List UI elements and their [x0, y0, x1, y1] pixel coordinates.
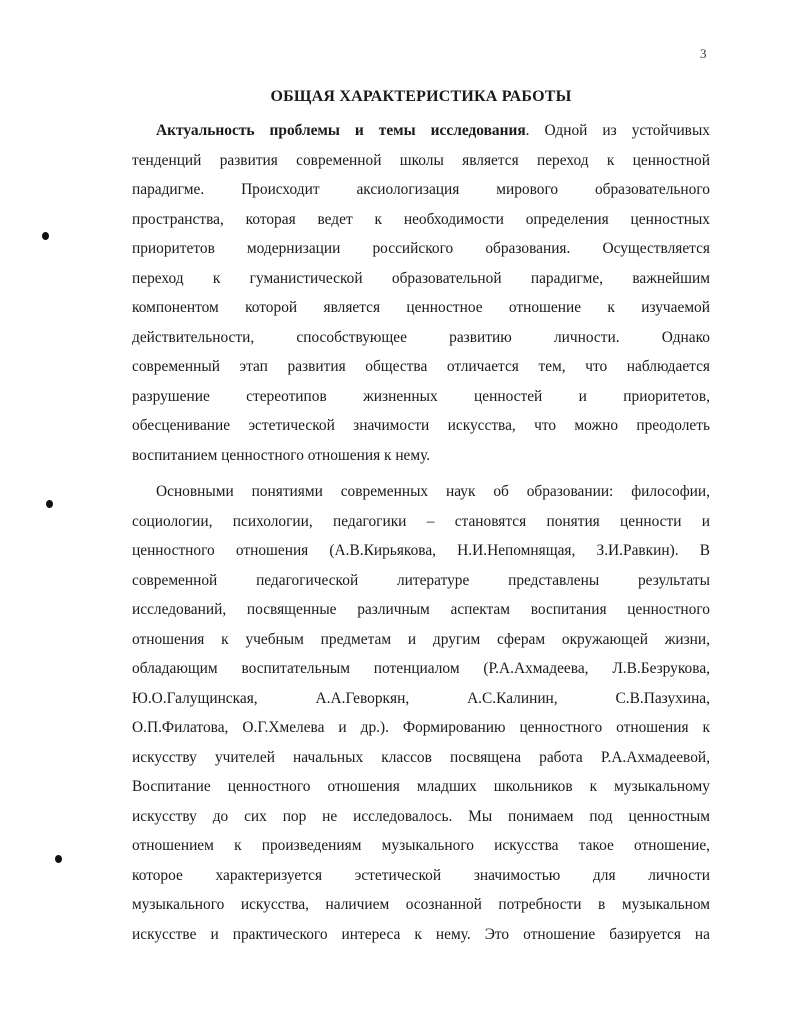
paragraph-line-rest: . Одной из устойчивых [525, 122, 710, 139]
paragraph-line: тенденций развития современной школы является переход к ценностной [132, 151, 710, 169]
page-title: ОБЩАЯ ХАРАКТЕРИСТИКА РАБОТЫ [270, 88, 572, 105]
paragraph-line: О.П.Филатова, О.Г.Хмелева и др.). Формированию ценностного отношения к [132, 719, 710, 736]
paragraph-line: воспитанием ценностного отношения к нему. [132, 446, 431, 464]
paragraph-line: Воспитание ценностного отношения младших школьников к музыкальному [132, 778, 710, 795]
paragraph-line: парадигме. Происходит аксиологизация мирового образовательного [132, 181, 710, 198]
paragraph-line: действительности, способствующее развитию личности. Однако [132, 328, 710, 346]
paragraph-line: обладающим воспитательным потенциалом (Р.А.Ахмадеева, Л.В.Безрукова, [132, 660, 710, 677]
paragraph-lead: Актуальность проблемы и темы исследования [156, 122, 526, 139]
paragraph-line: обесценивание эстетической значимости искусства, что можно преодолеть [132, 417, 710, 434]
paragraph-line: искусству учителей начальных классов посвящена работа Р.А.Ахмадеевой, [132, 748, 710, 766]
paragraph-line: компонентом которой является ценностное отношение к изучаемой [132, 299, 710, 316]
paragraph-line: Ю.О.Галущинская, А.А.Геворкян, А.С.Калинин, С.В.Пазухина, [132, 689, 710, 707]
paragraph-line: искусстве и практического интереса к нему. Это отношение базируется на [132, 925, 710, 943]
paragraph-line: которое характеризуется эстетической значимостью для личности [132, 866, 710, 884]
paragraph-line: отношением к произведениям музыкального искусства такое отношение, [132, 837, 710, 854]
scan-speck [55, 855, 62, 863]
paragraph-line: переход к гуманистической образовательной парадигме, важнейшим [132, 269, 710, 287]
paragraph-line [132, 116, 710, 146]
scan-speck [46, 500, 53, 508]
paragraph-line: пространства, которая ведет к необходимости определения ценностных [132, 210, 710, 228]
paragraph-line: приоритетов модернизации российского образования. Осуществляется [132, 240, 710, 257]
page-number: 3 [700, 46, 707, 61]
paragraph-line: Основными понятиями современных наук об образовании: философии, [156, 483, 710, 500]
paragraph-line: отношения к учебным предметам и другим сферам окружающей жизни, [132, 630, 710, 648]
paragraph-line: современный этап развития общества отличается тем, что наблюдается [132, 358, 710, 375]
paragraph-line: исследований, посвященные различным аспектам воспитания ценностного [132, 601, 710, 618]
paragraph-concepts [132, 477, 710, 949]
paragraph-line: ценностного отношения (А.В.Кирьякова, Н.И.Непомнящая, З.И.Равкин). В [132, 542, 710, 559]
paragraph-line: современной педагогической литературе представлены результаты [132, 571, 710, 589]
scan-speck [42, 232, 49, 240]
body-text [132, 116, 710, 949]
paragraph-line: музыкального искусства, наличием осознанной потребности в музыкальном [132, 896, 710, 913]
paragraph-line: социологии, психологии, педагогики – становятся понятия ценности и [132, 512, 710, 530]
paragraph-line: разрушение стереотипов жизненных ценностей и приоритетов, [132, 387, 710, 405]
paragraph-relevance [132, 116, 710, 470]
paragraph-line: искусству до сих пор не исследовалось. Мы понимаем под ценностным [132, 807, 710, 825]
paragraph-gap [132, 470, 710, 477]
